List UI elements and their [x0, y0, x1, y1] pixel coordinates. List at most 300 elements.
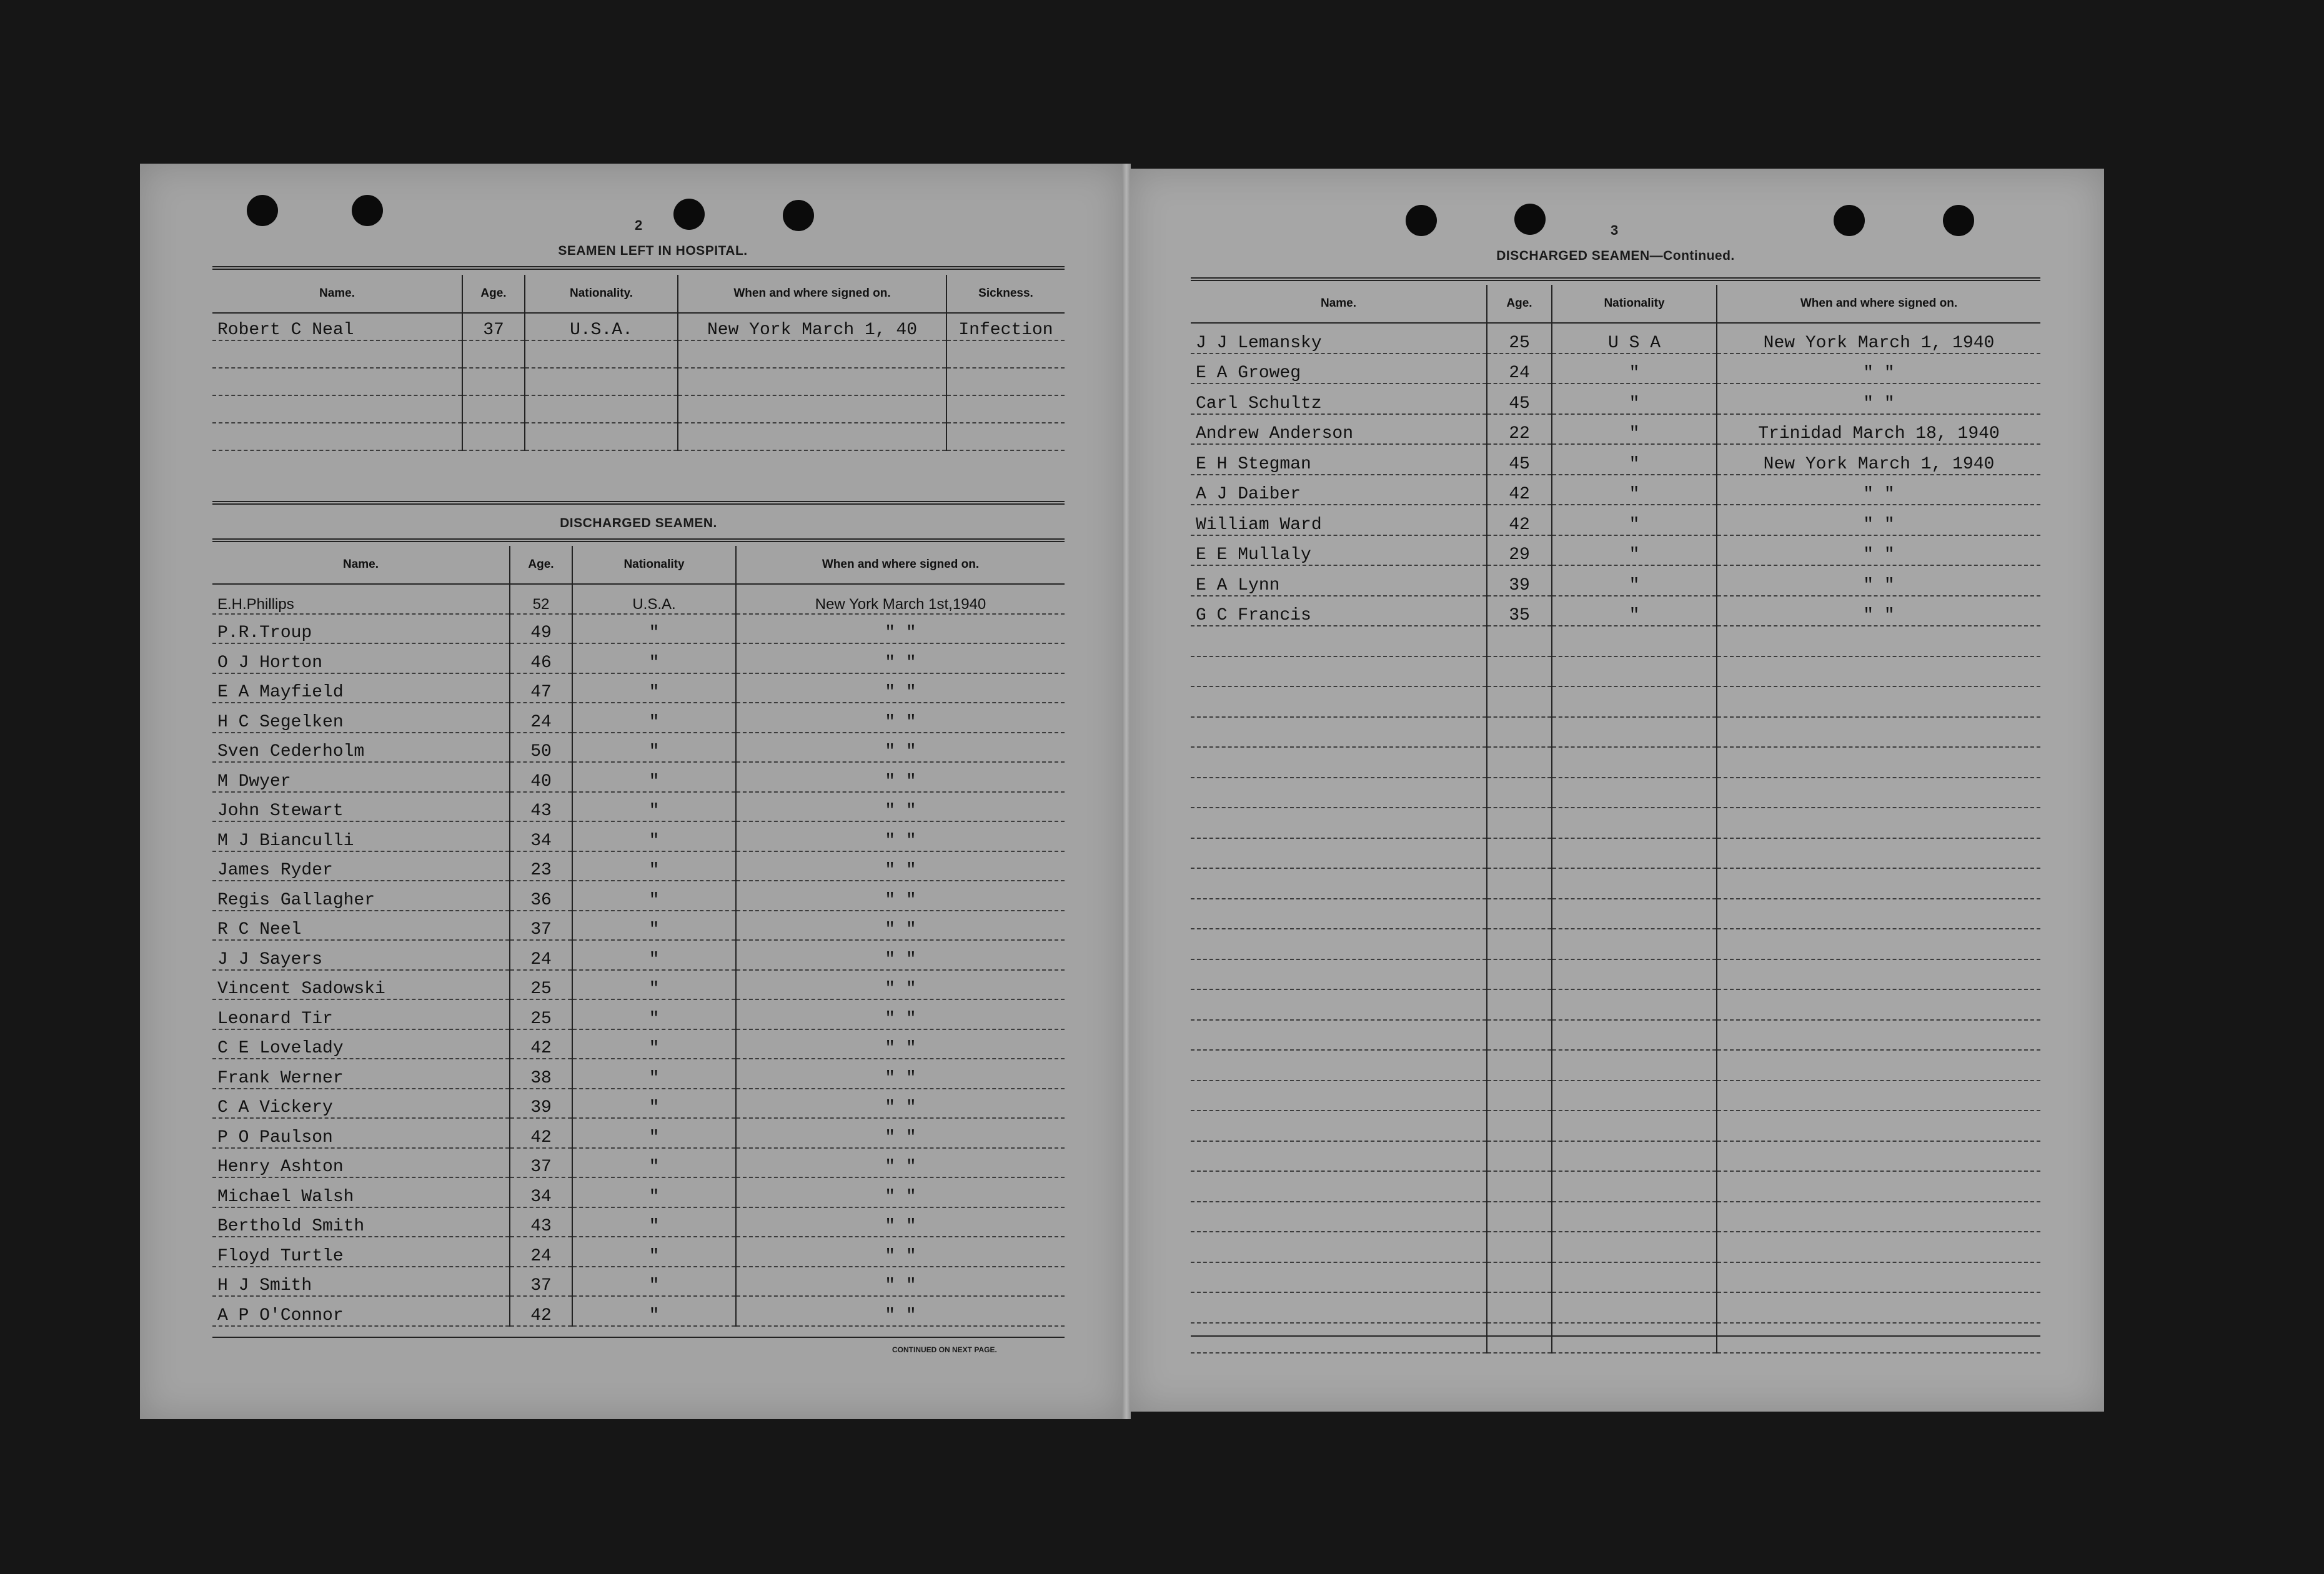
blank-cell: [1717, 778, 2040, 808]
blank-cell: [1552, 929, 1717, 959]
blank-cell: [1191, 929, 1487, 959]
cell-nationality: ": [572, 673, 736, 703]
blank-row: [1191, 868, 2040, 899]
cell-nationality: ": [1552, 565, 1717, 596]
cell-name: H C Segelken: [212, 703, 510, 733]
table-header-row: [212, 546, 1065, 584]
cell-signed-on: " ": [736, 881, 1065, 911]
section-rule: [1191, 1335, 2040, 1337]
cell-name: A J Daiber: [1191, 475, 1487, 505]
cell-age: 35: [1487, 596, 1552, 626]
cell-signed-on: Trinidad March 18, 1940: [1717, 414, 2040, 445]
table-row: [212, 584, 1065, 614]
cell-nationality: ": [572, 733, 736, 763]
cell-age: 43: [510, 1207, 572, 1237]
blank-cell: [1717, 838, 2040, 869]
cell-nationality: ": [572, 1207, 736, 1237]
cell-signed-on: " ": [1717, 475, 2040, 505]
table-row: [212, 1207, 1065, 1237]
cell-nationality: ": [572, 940, 736, 970]
blank-row: [1191, 959, 2040, 990]
blank-cell: [1487, 717, 1552, 748]
cell-signed-on: " ": [736, 970, 1065, 1000]
cell-name: Carl Schultz: [1191, 384, 1487, 414]
cell-name: Frank Werner: [212, 1059, 510, 1089]
cell-name: P O Paulson: [212, 1118, 510, 1148]
blank-cell: [1552, 626, 1717, 656]
punch-hole: [352, 195, 383, 226]
blank-row: [1191, 1262, 2040, 1293]
column-header: Sickness.: [946, 275, 1065, 313]
blank-row: [1191, 1202, 2040, 1232]
blank-cell: [1552, 808, 1717, 838]
blank-row: [1191, 1141, 2040, 1172]
column-header: When and where signed on.: [736, 546, 1065, 584]
cell-nationality: ": [572, 999, 736, 1029]
cell-nationality: ": [1552, 444, 1717, 475]
cell-signed-on: " ": [736, 1029, 1065, 1059]
cell-age: [462, 423, 525, 450]
cell-sickness: [946, 368, 1065, 395]
cell-name: E.H.Phillips: [212, 584, 510, 614]
blank-cell: [1552, 959, 1717, 990]
punch-hole: [1406, 205, 1437, 236]
blank-cell: [1487, 929, 1552, 959]
cell-nationality: ": [572, 614, 736, 644]
cell-age: 39: [510, 1089, 572, 1119]
blank-cell: [1191, 989, 1487, 1020]
table-row: [212, 673, 1065, 703]
table-row: [212, 762, 1065, 792]
table-row: [1191, 505, 2040, 535]
blank-cell: [1717, 1141, 2040, 1172]
cell-name: [212, 423, 462, 450]
blank-cell: [1487, 1111, 1552, 1141]
punch-hole: [1514, 204, 1546, 235]
blank-cell: [1487, 656, 1552, 687]
cell-name: James Ryder: [212, 851, 510, 881]
blank-cell: [1717, 1081, 2040, 1111]
table-row: [212, 792, 1065, 822]
cell-signed-on: " ": [1717, 384, 2040, 414]
blank-cell: [1552, 989, 1717, 1020]
cell-name: [212, 340, 462, 368]
blank-cell: [1552, 1202, 1717, 1232]
cell-age: 47: [510, 673, 572, 703]
blank-cell: [1191, 1081, 1487, 1111]
table-row: [212, 703, 1065, 733]
cell-nationality: ": [572, 881, 736, 911]
table-row: [1191, 535, 2040, 566]
cell-nationality: ": [1552, 414, 1717, 445]
blank-cell: [1191, 838, 1487, 869]
blank-cell: [1717, 868, 2040, 899]
blank-cell: [1717, 1232, 2040, 1262]
cell-signed-on: " ": [736, 1267, 1065, 1297]
cell-name: Andrew Anderson: [1191, 414, 1487, 445]
table-row: [212, 395, 1065, 423]
blank-cell: [1552, 1292, 1717, 1323]
table-row: [212, 940, 1065, 970]
cell-nationality: ": [572, 1089, 736, 1119]
cell-signed-on: " ": [736, 911, 1065, 941]
blank-cell: [1191, 1141, 1487, 1172]
blank-cell: [1717, 989, 2040, 1020]
cell-nationality: ": [572, 1267, 736, 1297]
cell-nationality: ": [572, 643, 736, 673]
table-header-row: [212, 275, 1065, 313]
table-row: [1191, 323, 2040, 354]
column-header: When and where signed on.: [1717, 285, 2040, 323]
blank-cell: [1552, 1020, 1717, 1051]
cell-nationality: ": [572, 1148, 736, 1178]
blank-cell: [1191, 868, 1487, 899]
discharged-table: [212, 546, 1065, 1327]
cell-name: [212, 368, 462, 395]
discharged-continued-table: [1191, 285, 2040, 1354]
cell-signed-on: " ": [736, 1296, 1065, 1326]
cell-name: [212, 395, 462, 423]
cell-age: 24: [510, 1237, 572, 1267]
cell-age: 42: [510, 1296, 572, 1326]
cell-nationality: [525, 368, 678, 395]
cell-age: 45: [1487, 444, 1552, 475]
cell-signed-on: " ": [736, 1148, 1065, 1178]
table-row: [212, 1148, 1065, 1178]
cell-signed-on: " ": [736, 851, 1065, 881]
cell-name: O J Horton: [212, 643, 510, 673]
table-row: [212, 423, 1065, 450]
cell-age: 42: [510, 1118, 572, 1148]
blank-cell: [1191, 1050, 1487, 1081]
blank-cell: [1717, 717, 2040, 748]
cell-name: M J Bianculli: [212, 821, 510, 851]
cell-signed-on: " ": [736, 1177, 1065, 1207]
blank-cell: [1191, 778, 1487, 808]
cell-signed-on: " ": [1717, 535, 2040, 566]
cell-nationality: ": [572, 1177, 736, 1207]
blank-cell: [1487, 1202, 1552, 1232]
cell-signed-on: " ": [736, 1118, 1065, 1148]
cell-name: H J Smith: [212, 1267, 510, 1297]
table-row: [1191, 444, 2040, 475]
cell-age: 38: [510, 1059, 572, 1089]
table-row: [1191, 354, 2040, 384]
blank-cell: [1717, 626, 2040, 656]
blank-cell: [1487, 808, 1552, 838]
blank-cell: [1717, 656, 2040, 687]
blank-cell: [1487, 1323, 1552, 1354]
blank-cell: [1717, 1171, 2040, 1202]
blank-row: [1191, 989, 2040, 1020]
blank-cell: [1487, 989, 1552, 1020]
cell-name: Robert C Neal: [212, 313, 462, 340]
cell-nationality: U.S.A.: [525, 313, 678, 340]
cell-signed-on: " ": [736, 703, 1065, 733]
table-row: [1191, 565, 2040, 596]
continued-note: CONTINUED ON NEXT PAGE.: [892, 1345, 997, 1354]
punch-hole: [247, 195, 278, 226]
cell-nationality: ": [572, 851, 736, 881]
cell-age: 24: [510, 703, 572, 733]
cell-age: 34: [510, 821, 572, 851]
blank-row: [1191, 747, 2040, 778]
blank-cell: [1552, 1262, 1717, 1293]
cell-name: A P O'Connor: [212, 1296, 510, 1326]
section-rule: [212, 538, 1065, 542]
hospital-section-title: SEAMEN LEFT IN HOSPITAL.: [558, 244, 748, 258]
blank-cell: [1717, 808, 2040, 838]
cell-nationality: U S A: [1552, 323, 1717, 354]
cell-nationality: ": [572, 1029, 736, 1059]
cell-nationality: ": [1552, 505, 1717, 535]
cell-signed-on: [678, 340, 946, 368]
blank-cell: [1717, 1323, 2040, 1354]
blank-row: [1191, 838, 2040, 869]
column-header: Age.: [510, 546, 572, 584]
blank-cell: [1717, 747, 2040, 778]
cell-name: P.R.Troup: [212, 614, 510, 644]
cell-age: 42: [1487, 505, 1552, 535]
blank-cell: [1191, 717, 1487, 748]
blank-cell: [1191, 959, 1487, 990]
cell-age: 25: [510, 999, 572, 1029]
discharged-section-title: DISCHARGED SEAMEN.: [560, 516, 717, 530]
cell-age: 43: [510, 792, 572, 822]
cell-age: 22: [1487, 414, 1552, 445]
table-row: [212, 1237, 1065, 1267]
blank-row: [1191, 686, 2040, 717]
blank-cell: [1717, 899, 2040, 929]
cell-nationality: [525, 423, 678, 450]
blank-row: [1191, 1292, 2040, 1323]
blank-cell: [1552, 1232, 1717, 1262]
blank-cell: [1191, 626, 1487, 656]
blank-cell: [1487, 1020, 1552, 1051]
blank-cell: [1552, 1141, 1717, 1172]
blank-cell: [1191, 1262, 1487, 1293]
blank-cell: [1487, 1081, 1552, 1111]
blank-row: [1191, 778, 2040, 808]
section-rule: [212, 266, 1065, 270]
cell-age: 24: [1487, 354, 1552, 384]
blank-cell: [1717, 1292, 2040, 1323]
table-row: [212, 911, 1065, 941]
cell-signed-on: " ": [736, 643, 1065, 673]
cell-name: Michael Walsh: [212, 1177, 510, 1207]
cell-name: M Dwyer: [212, 762, 510, 792]
cell-signed-on: New York March 1st,1940: [736, 584, 1065, 614]
blank-cell: [1487, 686, 1552, 717]
cell-name: E E Mullaly: [1191, 535, 1487, 566]
column-header: Name.: [1191, 285, 1487, 323]
cell-signed-on: [678, 395, 946, 423]
cell-signed-on: " ": [736, 821, 1065, 851]
cell-age: [462, 395, 525, 423]
table-row: [212, 340, 1065, 368]
column-header: Nationality: [1552, 285, 1717, 323]
table-row: [212, 851, 1065, 881]
cell-signed-on: " ": [736, 1089, 1065, 1119]
table-row: [212, 821, 1065, 851]
cell-signed-on: " ": [1717, 505, 2040, 535]
blank-row: [1191, 656, 2040, 687]
cell-nationality: [525, 340, 678, 368]
cell-age: 50: [510, 733, 572, 763]
cell-name: E A Lynn: [1191, 565, 1487, 596]
cell-nationality: ": [572, 821, 736, 851]
blank-row: [1191, 1111, 2040, 1141]
cell-name: John Stewart: [212, 792, 510, 822]
cell-age: [462, 340, 525, 368]
cell-age: 40: [510, 762, 572, 792]
cell-signed-on: " ": [736, 792, 1065, 822]
table-row: [212, 1296, 1065, 1326]
table-row: [212, 643, 1065, 673]
punch-hole: [673, 199, 705, 230]
cell-signed-on: " ": [736, 1207, 1065, 1237]
cell-signed-on: " ": [736, 762, 1065, 792]
cell-age: 29: [1487, 535, 1552, 566]
cell-age: 45: [1487, 384, 1552, 414]
cell-signed-on: " ": [1717, 596, 2040, 626]
blank-cell: [1487, 1292, 1552, 1323]
cell-age: 37: [510, 1148, 572, 1178]
cell-nationality: ": [1552, 596, 1717, 626]
cell-signed-on: " ": [736, 1059, 1065, 1089]
punch-hole: [1943, 205, 1974, 236]
blank-cell: [1552, 1050, 1717, 1081]
blank-cell: [1717, 1020, 2040, 1051]
blank-cell: [1552, 1323, 1717, 1354]
table-row: [1191, 475, 2040, 505]
table-row: [212, 1029, 1065, 1059]
cell-name: Henry Ashton: [212, 1148, 510, 1178]
cell-nationality: ": [1552, 475, 1717, 505]
blank-cell: [1552, 686, 1717, 717]
cell-age: 36: [510, 881, 572, 911]
cell-sickness: [946, 423, 1065, 450]
blank-cell: [1717, 1111, 2040, 1141]
table-row: [212, 368, 1065, 395]
cell-name: Vincent Sadowski: [212, 970, 510, 1000]
blank-row: [1191, 808, 2040, 838]
blank-cell: [1191, 747, 1487, 778]
cell-name: C E Lovelady: [212, 1029, 510, 1059]
cell-signed-on: " ": [736, 733, 1065, 763]
table-row: [212, 733, 1065, 763]
blank-cell: [1487, 1232, 1552, 1262]
blank-cell: [1552, 899, 1717, 929]
blank-cell: [1717, 1050, 2040, 1081]
blank-cell: [1191, 656, 1487, 687]
cell-signed-on: " ": [736, 999, 1065, 1029]
blank-row: [1191, 1050, 2040, 1081]
table-row: [212, 999, 1065, 1029]
cell-age: 49: [510, 614, 572, 644]
cell-name: E A Mayfield: [212, 673, 510, 703]
table-row: [212, 970, 1065, 1000]
table-row: [212, 881, 1065, 911]
cell-age: 42: [510, 1029, 572, 1059]
cell-age: 24: [510, 940, 572, 970]
blank-cell: [1717, 1202, 2040, 1232]
cell-signed-on: New York March 1, 40: [678, 313, 946, 340]
blank-cell: [1487, 1141, 1552, 1172]
blank-cell: [1487, 838, 1552, 869]
blank-row: [1191, 1171, 2040, 1202]
cell-sickness: [946, 395, 1065, 423]
cell-name: R C Neel: [212, 911, 510, 941]
cell-age: 42: [1487, 475, 1552, 505]
cell-name: William Ward: [1191, 505, 1487, 535]
blank-cell: [1191, 1202, 1487, 1232]
cell-name: J J Lemansky: [1191, 323, 1487, 354]
cell-age: [462, 368, 525, 395]
page-number: 3: [1611, 222, 1619, 238]
blank-cell: [1191, 1292, 1487, 1323]
column-header: Age.: [1487, 285, 1552, 323]
cell-age: 39: [1487, 565, 1552, 596]
section-rule: [212, 501, 1065, 505]
blank-cell: [1487, 1171, 1552, 1202]
blank-cell: [1552, 838, 1717, 869]
cell-signed-on: New York March 1, 1940: [1717, 323, 2040, 354]
blank-cell: [1552, 868, 1717, 899]
cell-name: Berthold Smith: [212, 1207, 510, 1237]
discharged-continued-title: DISCHARGED SEAMEN—Continued.: [1496, 249, 1735, 263]
blank-cell: [1487, 626, 1552, 656]
cell-signed-on: " ": [736, 1237, 1065, 1267]
blank-cell: [1552, 778, 1717, 808]
blank-cell: [1552, 747, 1717, 778]
table-row: [212, 1267, 1065, 1297]
column-header: Nationality.: [525, 275, 678, 313]
cell-signed-on: [678, 423, 946, 450]
blank-cell: [1552, 1111, 1717, 1141]
blank-cell: [1552, 717, 1717, 748]
blank-cell: [1717, 686, 2040, 717]
cell-age: 52: [510, 584, 572, 614]
cell-name: E A Groweg: [1191, 354, 1487, 384]
table-row: [212, 1089, 1065, 1119]
cell-name: J J Sayers: [212, 940, 510, 970]
table-row: [212, 614, 1065, 644]
section-rule: [1191, 277, 2040, 281]
table-row: [1191, 596, 2040, 626]
table-row: [212, 1118, 1065, 1148]
blank-cell: [1191, 1020, 1487, 1051]
blank-cell: [1487, 747, 1552, 778]
cell-nationality: ": [572, 1118, 736, 1148]
blank-cell: [1552, 1171, 1717, 1202]
cell-nationality: U.S.A.: [572, 584, 736, 614]
cell-nationality: ": [1552, 535, 1717, 566]
cell-age: 46: [510, 643, 572, 673]
column-header: Age.: [462, 275, 525, 313]
cell-nationality: ": [572, 703, 736, 733]
cell-age: 37: [510, 911, 572, 941]
blank-cell: [1487, 1050, 1552, 1081]
cell-age: 34: [510, 1177, 572, 1207]
blank-cell: [1191, 1232, 1487, 1262]
cell-nationality: ": [1552, 384, 1717, 414]
blank-cell: [1717, 929, 2040, 959]
cell-signed-on: " ": [1717, 565, 2040, 596]
blank-row: [1191, 899, 2040, 929]
table-row: [1191, 384, 2040, 414]
blank-row: [1191, 626, 2040, 656]
